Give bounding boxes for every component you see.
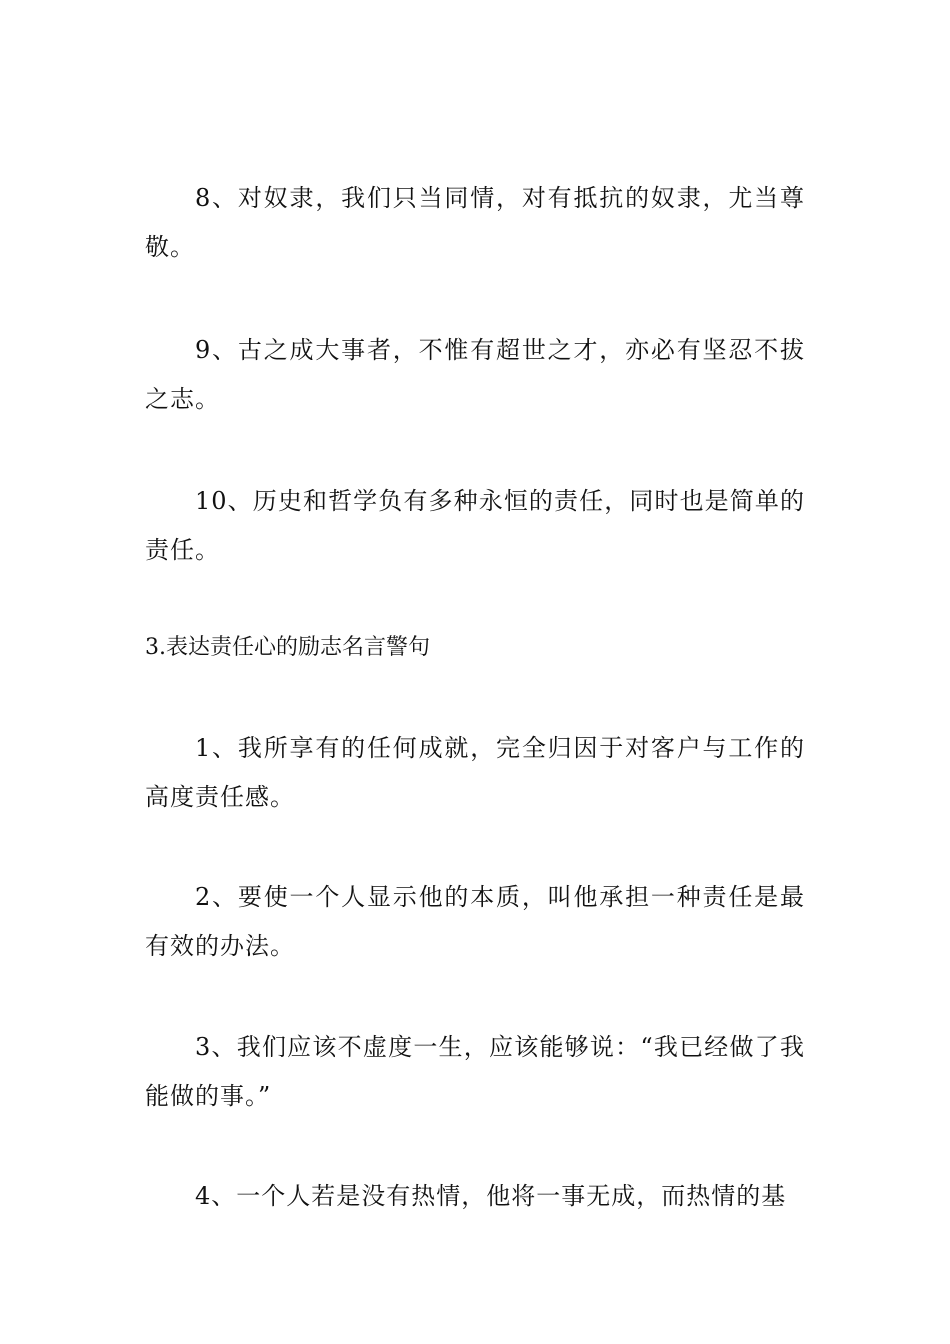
- quote-3: 3、我们应该不虚度一生，应该能够说：“我已经做了我能做的事。”: [145, 1033, 805, 1110]
- quote-1: 1、我所享有的任何成就，完全归因于对客户与工作的高度责任感。: [145, 734, 805, 811]
- quote-9: 9、古之成大事者，不惟有超世之才，亦必有坚忍不拔之志。: [145, 336, 805, 413]
- quote-2: 2、要使一个人显示他的本质，叫他承担一种责任是最有效的办法。: [145, 883, 805, 960]
- section-heading: 3.表达责任心的励志名言警句: [145, 635, 430, 660]
- quote-8: 8、对奴隶，我们只当同情，对有抵抗的奴隶，尤当尊敬。: [145, 184, 805, 261]
- quote-4: 4、一个人若是没有热情，他将一事无成，而热情的基: [195, 1182, 787, 1210]
- quote-10: 10、历史和哲学负有多种永恒的责任，同时也是简单的责任。: [145, 487, 805, 564]
